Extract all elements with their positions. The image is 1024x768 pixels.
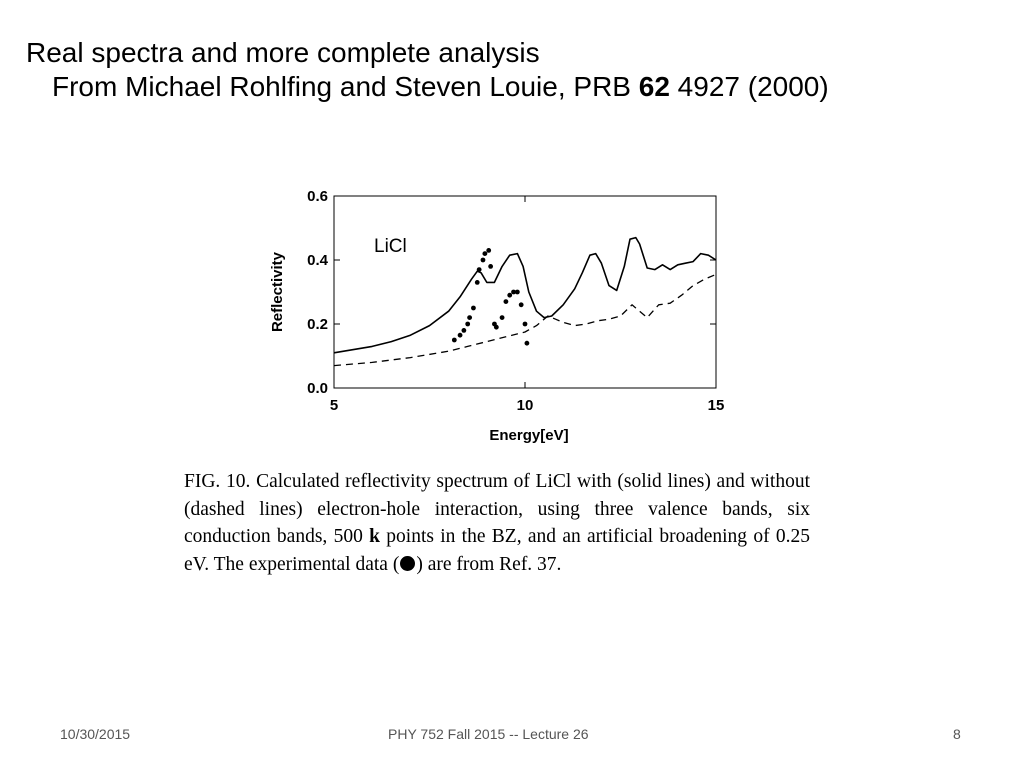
- filled-circle-icon: [400, 556, 415, 571]
- title-citation-volume: 62: [638, 71, 670, 102]
- title-line-1: Real spectra and more complete analysis: [26, 37, 540, 68]
- y-tick-label: 0.2: [307, 316, 328, 333]
- x-tick-label: 5: [329, 397, 339, 414]
- experimental-data-point: [519, 302, 524, 307]
- caption-text-3: ) are from Ref. 37.: [416, 553, 562, 575]
- y-tick-label: 0.4: [307, 252, 328, 269]
- title-citation-text: From Michael Rohlfing and Steven Louie, PRB: [52, 71, 639, 102]
- figure-caption: [184, 468, 810, 578]
- experimental-data-point: [481, 258, 486, 263]
- footer-course: PHY 752 Fall 2015 -- Lecture 26: [388, 726, 589, 742]
- title-citation-page-year: 4927 (2000): [669, 71, 829, 102]
- experimental-data-point: [507, 293, 512, 298]
- experimental-data-point: [523, 322, 528, 327]
- y-tick-label: 0.0: [307, 380, 328, 397]
- experimental-data-point: [458, 333, 463, 338]
- experimental-data-point: [494, 325, 499, 330]
- x-tick-label: 10: [516, 397, 534, 414]
- experimental-data-point: [461, 328, 466, 333]
- footer-date: 10/30/2015: [60, 726, 131, 742]
- experimental-data-point: [486, 248, 491, 253]
- caption-text-1: FIG. 10. Calculated reflectivity spectrum of LiCl with (solid lines) and without (dashed lines) electron-hole interaction, using three valence bands, six conduction bands, 500: [184, 471, 810, 547]
- experimental-data-point: [465, 322, 470, 327]
- experimental-data-point: [471, 306, 476, 311]
- caption-text-2: points in the BZ, and an artificial broadening of 0.25 eV. The experimental data (: [184, 526, 810, 575]
- experimental-data-point: [482, 251, 487, 256]
- y-tick-label: 0.6: [307, 188, 328, 205]
- dashed-line-series: [334, 274, 716, 365]
- plot-frame: [334, 196, 716, 388]
- footer-page-number: 8: [953, 726, 961, 742]
- experimental-data-point: [504, 299, 509, 304]
- experimental-data-point: [525, 341, 530, 346]
- experimental-data-point: [452, 338, 457, 343]
- y-axis-label: Reflectivity: [269, 251, 286, 333]
- chart-annotation-licl: LiCl: [374, 236, 407, 257]
- caption-k-bold: k: [369, 526, 380, 547]
- x-axis-label: Energy[eV]: [489, 427, 569, 444]
- experimental-data-point: [488, 264, 493, 269]
- experimental-data-point: [467, 315, 472, 320]
- experimental-data-point: [515, 290, 520, 295]
- experimental-data-point: [500, 315, 505, 320]
- x-tick-label: 15: [707, 397, 725, 414]
- experimental-data-point: [477, 267, 482, 272]
- experimental-data-point: [475, 280, 480, 285]
